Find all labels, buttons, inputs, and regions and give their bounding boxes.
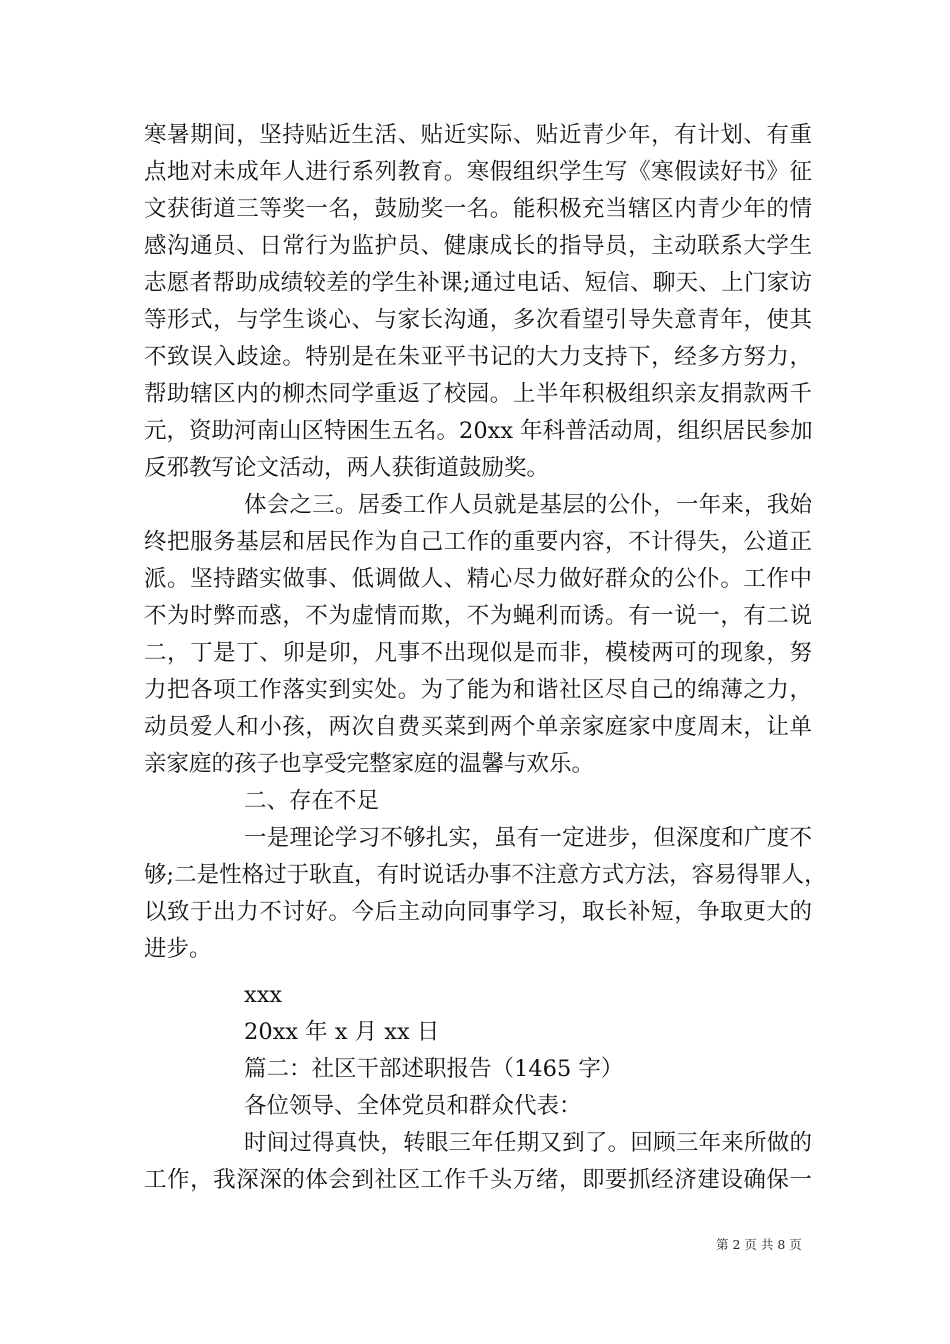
text-line: 以致于出力不讨好。今后主动向同事学习，取长补短，争取更大的: [144, 899, 812, 925]
text-line: 够;二是性格过于耿直，有时说话办事不注意方式方法，容易得罪人，: [144, 862, 827, 888]
text-line: 不为时弊而惑，不为虚情而欺，不为蝇利而诱。有一说一，有二说: [144, 603, 812, 629]
text-line: 文获街道三等奖一名，鼓励奖一名。能积极充当辖区内青少年的情: [144, 196, 812, 222]
text-line: 感沟通员、日常行为监护员、健康成长的指导员，主动联系大学生: [144, 233, 812, 259]
text-line: 反邪教写论文活动，两人获街道鼓励奖。: [144, 455, 550, 481]
salutation: 各位领导、全体党员和群众代表：: [244, 1093, 582, 1119]
text-line: 亲家庭的孩子也享受完整家庭的温馨与欢乐。: [144, 751, 595, 777]
paragraph-first-line: 体会之三。居委工作人员就是基层的公仆，一年来，我始: [244, 492, 812, 518]
article-title: 篇二：社区干部述职报告（1465 字）: [244, 1056, 624, 1082]
text-line: 帮助辖区内的柳杰同学重返了校园。上半年积极组织亲友捐款两千: [144, 381, 812, 407]
text-line: 等形式，与学生谈心、与家长沟通，多次看望引导失意青年，使其: [144, 307, 812, 333]
text-line: 不致误入歧途。特别是在朱亚平书记的大力支持下，经多方努力，: [144, 344, 812, 370]
signature-name: xxx: [244, 982, 283, 1008]
text-line: 力把各项工作落实到实处。为了能为和谐社区尽自己的绵薄之力，: [144, 677, 812, 703]
text-line: 志愿者帮助成绩较差的学生补课;通过电话、短信、聊天、上门家访: [144, 270, 812, 296]
text-line: 寒暑期间，坚持贴近生活、贴近实际、贴近青少年，有计划、有重: [144, 122, 812, 148]
text-line: 二，丁是丁、卯是卯，凡事不出现似是而非，模棱两可的现象，努: [144, 640, 812, 666]
text-line: 点地对未成年人进行系列教育。寒假组织学生写《寒假读好书》征: [144, 159, 812, 185]
paragraph-first-line: 一是理论学习不够扎实，虽有一定进步，但深度和广度不: [244, 825, 812, 851]
text-line: 元，资助河南山区特困生五名。20xx 年科普活动周，组织居民参加: [144, 418, 813, 444]
text-line: 进步。: [144, 936, 212, 962]
text-line: 派。坚持踏实做事、低调做人、精心尽力做好群众的公仆。工作中: [144, 566, 812, 592]
section-heading: 二、存在不足: [244, 788, 380, 814]
text-line: 终把服务基层和居民作为自己工作的重要内容，不计得失，公道正: [144, 529, 812, 555]
text-line: 工作，我深深的体会到社区工作千头万绪，即要抓经济建设确保一: [144, 1167, 812, 1193]
paragraph-first-line: 时间过得真快，转眼三年任期又到了。回顾三年来所做的: [244, 1130, 812, 1156]
page-number: 第 2 页 共 8 页: [716, 1237, 802, 1252]
signature-date: 20xx 年 x 月 xx 日: [244, 1019, 440, 1045]
text-line: 动员爱人和小孩，两次自费买菜到两个单亲家庭家中度周末，让单: [144, 714, 812, 740]
